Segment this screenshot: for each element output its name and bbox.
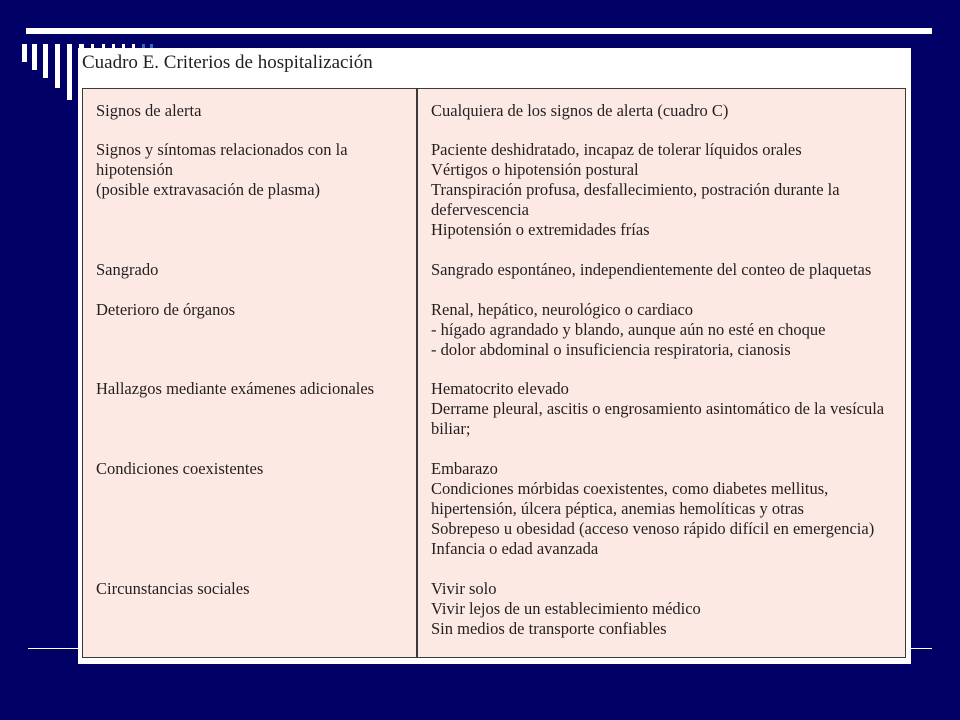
row-label bbox=[96, 459, 406, 479]
criteria-line: Derrame pleural, ascitis o engrosamiento asintomático de la vesícula bbox=[431, 399, 885, 418]
criteria-line: Hipotensión o extremidades frías bbox=[431, 220, 650, 239]
criteria-line: Infancia o edad avanzada bbox=[431, 539, 599, 558]
row-criteria bbox=[431, 140, 901, 240]
row-label bbox=[96, 260, 406, 280]
table-caption: Cuadro E. Criterios de hospitalización bbox=[82, 52, 373, 73]
row-label bbox=[96, 101, 406, 121]
criteria-line: Vivir lejos de un establecimiento médico bbox=[431, 599, 701, 618]
column-divider bbox=[416, 89, 418, 657]
criteria-line: Embarazo bbox=[431, 459, 498, 478]
criteria-line: Sobrepeso u obesidad (acceso venoso rápido difícil en emergencia) bbox=[431, 519, 875, 538]
row-label-line: Signos de alerta bbox=[96, 101, 202, 120]
criteria-line: - hígado agrandado y blando, aunque aún no esté en choque bbox=[431, 320, 826, 339]
row-criteria bbox=[431, 379, 901, 439]
row-criteria bbox=[431, 101, 901, 121]
criteria-line: Paciente deshidratado, incapaz de tolerar líquidos orales bbox=[431, 140, 802, 159]
criteria-line: - dolor abdominal o insuficiencia respiratoria, cianosis bbox=[431, 340, 791, 359]
row-label-line: (posible extravasación de plasma) bbox=[96, 180, 321, 199]
row-label bbox=[96, 379, 406, 399]
row-criteria bbox=[431, 260, 901, 280]
table-figure bbox=[78, 48, 911, 664]
row-label-line: Deterioro de órganos bbox=[96, 300, 235, 319]
criteria-line: Condiciones mórbidas coexistentes, como diabetes mellitus, bbox=[431, 479, 829, 498]
row-criteria bbox=[431, 300, 901, 360]
row-label bbox=[96, 300, 406, 320]
criteria-line: hipertensión, úlcera péptica, anemias hemolíticas y otras bbox=[431, 499, 804, 518]
criteria-line: Vivir solo bbox=[431, 579, 497, 598]
row-label-line: Condiciones coexistentes bbox=[96, 459, 264, 478]
row-criteria bbox=[431, 579, 901, 639]
criteria-line: Transpiración profusa, desfallecimiento, postración durante la bbox=[431, 180, 840, 199]
criteria-line: Sangrado espontáneo, independientemente del conteo de plaquetas bbox=[431, 260, 872, 279]
row-label-line: Hallazgos mediante exámenes adicionales bbox=[96, 379, 375, 398]
row-label bbox=[96, 579, 406, 599]
criteria-line: biliar; bbox=[431, 419, 471, 438]
criteria-line: Vértigos o hipotensión postural bbox=[431, 160, 639, 179]
criteria-table bbox=[82, 88, 906, 658]
row-label-line: Circunstancias sociales bbox=[96, 579, 250, 598]
criteria-line: Renal, hepático, neurológico o cardiaco bbox=[431, 300, 694, 319]
row-label bbox=[96, 140, 406, 200]
slide-top-rule bbox=[26, 28, 932, 34]
criteria-line: Cualquiera de los signos de alerta (cuadro C) bbox=[431, 101, 729, 120]
criteria-line: Hematocrito elevado bbox=[431, 379, 569, 398]
row-label-line: hipotensión bbox=[96, 160, 173, 179]
row-label-line: Signos y síntomas relacionados con la bbox=[96, 140, 348, 159]
criteria-line: Sin medios de transporte confiables bbox=[431, 619, 667, 638]
criteria-line: defervescencia bbox=[431, 200, 530, 219]
row-criteria bbox=[431, 459, 901, 559]
row-label-line: Sangrado bbox=[96, 260, 159, 279]
